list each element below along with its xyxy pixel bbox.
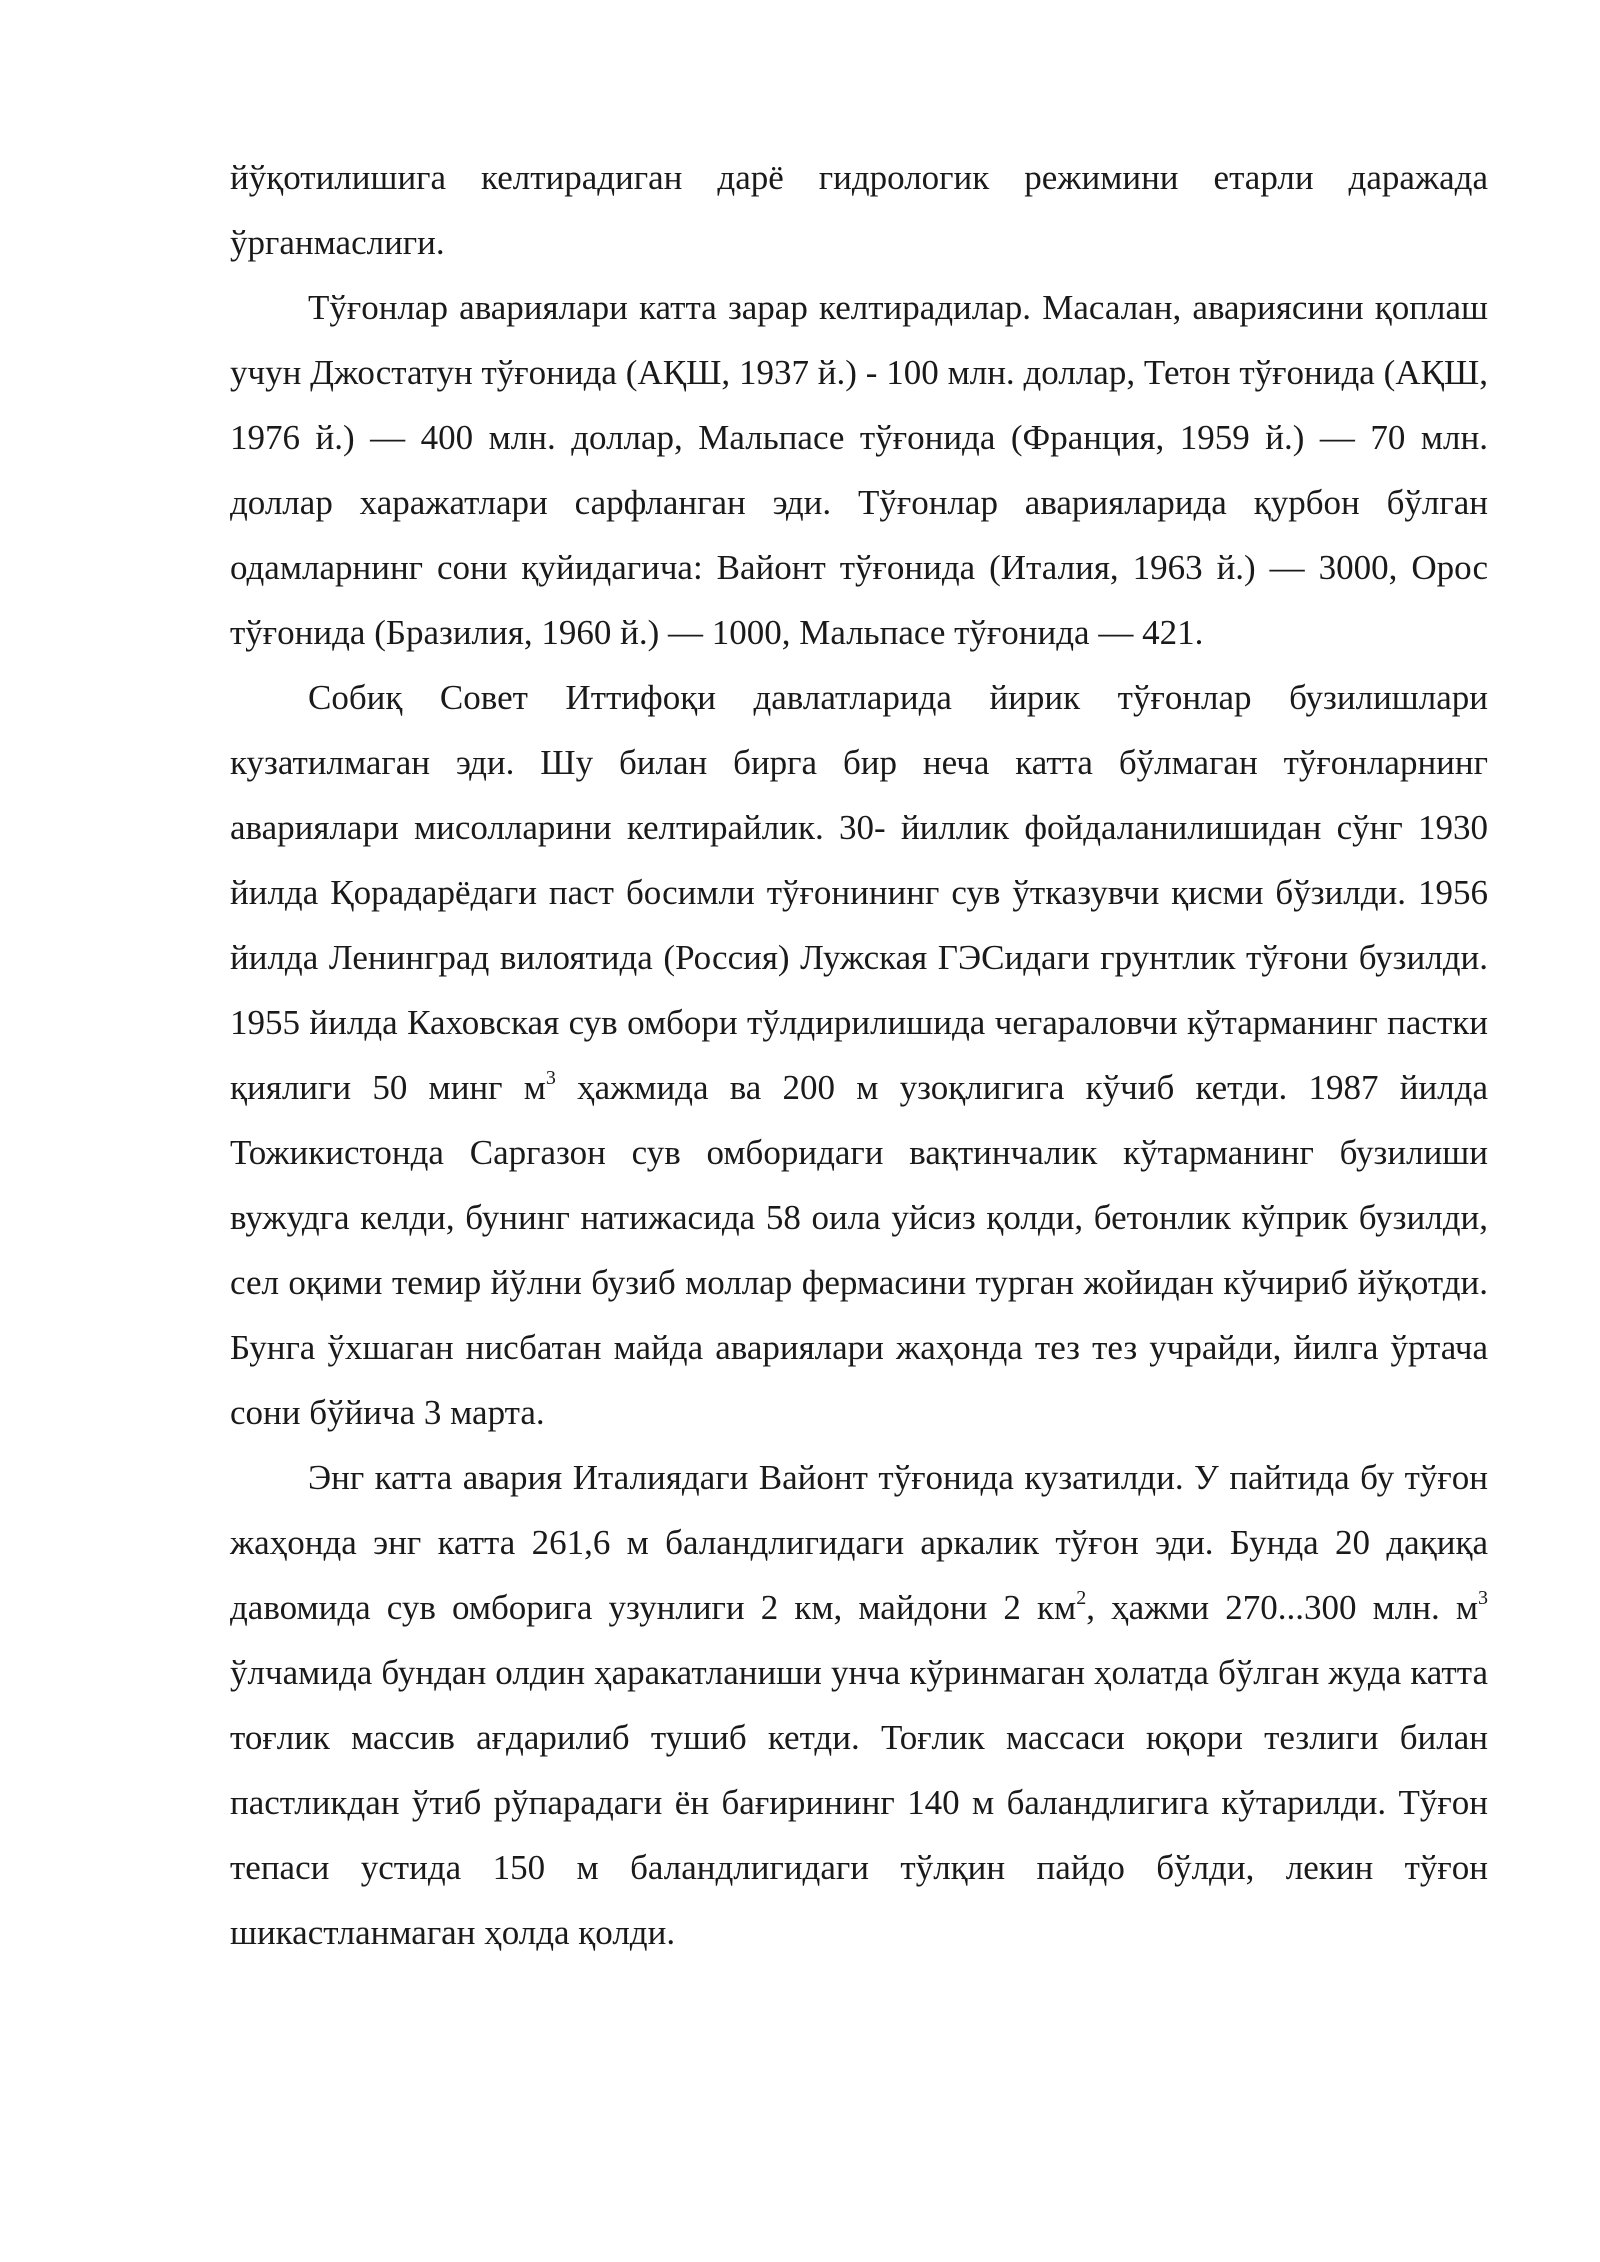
paragraph-1-text: йўқотилишига келтирадиган дарё гидрологик режимини етарли даражада ўрганмаслиги. [230,158,1488,262]
superscript-cubic: 3 [1478,1587,1488,1609]
document-page [230,145,1488,1965]
paragraph-4-text-c: ўлчамида бундан олдин ҳаракатланиши унча кўринмаган ҳолатда бўлган жуда катта тоғлик массив ағдарилиб тушиб кетди. Тоғлик массаси юқори тезлиги билан пастликдан ўтиб рўпарадаги ён бағирининг 140 м баландлигига кўтарилди. Тўғон тепаси устида 150 м баландлигидаги тўлқин пайдо бўлди, лекин тўғон шикастланмаган ҳолда қолди. [230,1653,1488,1952]
paragraph-2 [230,275,1488,665]
paragraph-1 [230,145,1488,275]
paragraph-4-text-b: , ҳажми 270...300 млн. м [1086,1588,1478,1627]
superscript-cubic: 3 [545,1067,556,1089]
paragraph-3-text-b: ҳажмида ва 200 м узоқлигига кўчиб кетди. 1987 йилда Тожикистонда Саргазон сув омборидаги вақтинчалик кўтарманинг бузилиши вужудга келди, бунинг натижасида 58 оила уйсиз қолди, бетонлик кўприк бузилди, сел оқими темир йўлни бузиб моллар фермасини турган жойидан кўчириб йўқотди. Бунга ўхшаган нисбатан майда авариялари жаҳонда тез тез учрайди, йилга ўртача сони бўйича 3 марта. [230,1068,1488,1432]
paragraph-3-text-a: Собиқ Совет Иттифоқи давлатларида йирик тўғонлар бузилишлари кузатилмаган эди. Шу билан бирга бир неча катта бўлмаган тўғонларнинг авариялари мисолларини келтирайлик. 30- йиллик фойдаланилишидан сўнг 1930 йилда Қорадарёдаги паст босимли тўғонининг сув ўтказувчи қисми бўзилди. 1956 йилда Ленинград вилоятида (Россия) Лужская ГЭСидаги грунтлик тўғони бузилди. 1955 йилда Каховская сув омбори тўлдирилишида чегараловчи кўтарманинг пастки қиялиги 50 минг м [230,678,1488,1107]
paragraph-3 [230,665,1488,1445]
paragraph-4 [230,1445,1488,1965]
paragraph-2-text: Тўғонлар авариялари катта зарар келтирадилар. Масалан, авариясини қоплаш учун Джостатун тўғонида (АҚШ, 1937 й.) - 100 млн. доллар, Тетон тўғонида (АҚШ, 1976 й.) — 400 млн. доллар, Мальпасе тўғонида (Франция, 1959 й.) — 70 млн. доллар харажатлари сарфланган эди. Тўғонлар аварияларида қурбон бўлган одамларнинг сони қуйидагича: Вайонт тўғонида (Италия, 1963 й.) — 3000, Орос тўғонида (Бразилия, 1960 й.) — 1000, Мальпасе тўғонида — 421. [230,288,1488,652]
paragraph-4-text-a: Энг катта авария Италиядаги Вайонт тўғонида кузатилди. У пайтида бу тўғон жаҳонда энг катта 261,6 м баландлигидаги аркалик тўғон эди. Бунда 20 дақиқа давомида сув омборига узунлиги 2 км, майдони 2 км [230,1458,1488,1627]
superscript-square: 2 [1076,1587,1087,1609]
